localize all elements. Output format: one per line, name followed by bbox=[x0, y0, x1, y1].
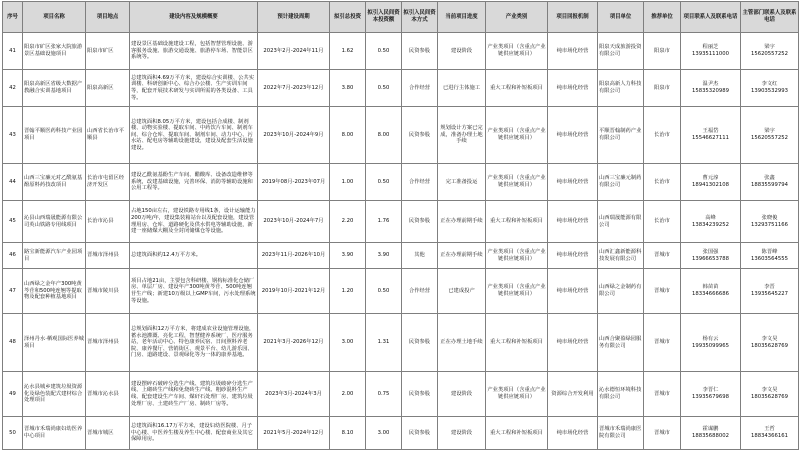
project-contact bbox=[681, 372, 741, 417]
construction-period: 2023年2月-2024年11月 bbox=[258, 33, 330, 70]
project-unit: 沁水德恒环境科技有限公司 bbox=[598, 372, 644, 417]
return-mechanism: 纯市场化经营 bbox=[548, 70, 598, 107]
contact-phone: 18834366161 bbox=[750, 433, 789, 439]
project-location: 晋城市陵川县 bbox=[86, 269, 130, 314]
recommending-unit: 晋城市 bbox=[644, 314, 681, 372]
return-mechanism: 纯市场化经营 bbox=[548, 269, 598, 314]
recommending-unit: 阳泉市 bbox=[644, 70, 681, 107]
table-row bbox=[3, 70, 799, 107]
return-mechanism: 纯市场化经营 bbox=[548, 417, 598, 450]
project-unit: 平顺晋翰制药产业有限公司 bbox=[598, 107, 644, 164]
col-header: 主管部门联系人及联系电话 bbox=[741, 2, 799, 33]
department-contact bbox=[741, 107, 799, 164]
contact-name: 高峰 bbox=[705, 214, 716, 221]
contact-phone: 18941302108 bbox=[691, 182, 730, 188]
department-contact bbox=[741, 33, 799, 70]
project-content: 总建筑面积约12.4万平方米。 bbox=[130, 243, 258, 269]
construction-period: 2023年3月-2024年3月 bbox=[258, 372, 330, 417]
return-mechanism: 资源综合开发利用 bbox=[548, 372, 598, 417]
row-number: 44 bbox=[3, 164, 23, 201]
industry-category: 产业类项目（含重点产业链供应链项目） bbox=[486, 164, 548, 201]
project-progress: 已建成投产 bbox=[438, 269, 486, 314]
project-table bbox=[2, 1, 799, 450]
table-body bbox=[3, 33, 799, 450]
recommending-unit: 长治市 bbox=[644, 164, 681, 201]
contact-phone: 18835688002 bbox=[691, 433, 730, 439]
project-content: 占地150亩左右，建设铁路专用线1条，设计运输能力200万吨/年，建设集装箱站台以及配套设施，建设管理用房、仓库、道路硬化及供水供电等辅助设施，新建一座储煤大棚及全封闭储煤仓等设施。 bbox=[130, 201, 258, 243]
private-investment: 1.31 bbox=[366, 314, 402, 372]
construction-period: 2019年10月-2021年12月 bbox=[258, 269, 330, 314]
project-unit: 山西汇鑫新能源科技发展有限公司 bbox=[598, 243, 644, 269]
project-name: 晋翰平顺医药科技产业园项目 bbox=[23, 107, 86, 164]
department-contact bbox=[741, 314, 799, 372]
row-number: 42 bbox=[3, 70, 23, 107]
industry-category: 重大工程和补短板项目 bbox=[486, 201, 548, 243]
investment-mode: 合作经营 bbox=[402, 70, 438, 107]
project-contact bbox=[681, 107, 741, 164]
industry-category: 重大工程和补短板项目 bbox=[486, 314, 548, 372]
table-row bbox=[3, 314, 799, 372]
contact-name: 李晋 bbox=[764, 284, 775, 291]
row-number: 49 bbox=[3, 372, 23, 417]
table-header-row bbox=[3, 2, 799, 33]
total-investment: 3.90 bbox=[330, 243, 366, 269]
contact-phone: 19935099965 bbox=[691, 342, 730, 349]
contact-name: 张鑫 bbox=[764, 175, 775, 182]
private-investment: 3.00 bbox=[366, 417, 402, 450]
project-location: 阳泉高新区 bbox=[86, 70, 130, 107]
project-location: 晋城市沁水县 bbox=[86, 372, 130, 417]
department-contact bbox=[741, 417, 799, 450]
recommending-unit: 晋城市 bbox=[644, 269, 681, 314]
contact-phone: 13903532993 bbox=[750, 88, 789, 94]
investment-mode: 合作经营 bbox=[402, 164, 438, 201]
project-unit: 阳泉高新人力科技有限公司 bbox=[598, 70, 644, 107]
row-number: 45 bbox=[3, 201, 23, 243]
project-location: 长治市屯留区经济开发区 bbox=[86, 164, 130, 201]
total-investment: 3.80 bbox=[330, 70, 366, 107]
project-name: 晋城市禾瑞尚康妇幼医养中心项目 bbox=[23, 417, 86, 450]
table-row bbox=[3, 243, 799, 269]
return-mechanism: 纯市场化经营 bbox=[548, 107, 598, 164]
project-name: 阳泉高新区省级大数据产教融合实训基地项目 bbox=[23, 70, 86, 107]
return-mechanism: 纯市场化经营 bbox=[548, 164, 598, 201]
contact-phone: 18835599794 bbox=[750, 182, 789, 188]
total-investment: 3.00 bbox=[330, 314, 366, 372]
department-contact bbox=[741, 243, 799, 269]
contact-name: 霍谋鹏 bbox=[702, 426, 719, 433]
contact-phone: 13834239252 bbox=[691, 221, 730, 228]
contact-phone: 18035628769 bbox=[750, 342, 789, 349]
contact-phone: 18334666686 bbox=[691, 291, 730, 297]
table-row bbox=[3, 33, 799, 70]
private-investment: 0.50 bbox=[366, 70, 402, 107]
department-contact bbox=[741, 164, 799, 201]
project-content: 建设乙酰氨基酚生产车间、醋酸库、设备改造维修等系统，改建基础设施，完善环保、消防等辅助设施和公用工程等。 bbox=[130, 164, 258, 201]
contact-name: 张晓俊 bbox=[761, 214, 778, 221]
contact-name: 张国强 bbox=[702, 248, 719, 255]
col-header: 推荐单位 bbox=[644, 2, 681, 33]
col-header: 序号 bbox=[3, 2, 23, 33]
industry-category: 产业类项目（含重点产业链供应链项目） bbox=[486, 33, 548, 70]
col-header: 项目名称 bbox=[23, 2, 86, 33]
contact-phone: 13966653788 bbox=[691, 255, 730, 262]
row-number: 47 bbox=[3, 269, 23, 314]
project-unit: 山西瑞晟能源有限公司 bbox=[598, 201, 644, 243]
table-row bbox=[3, 107, 799, 164]
total-investment: 8.10 bbox=[330, 417, 366, 450]
project-unit: 山西绿之金制药有限公司 bbox=[598, 269, 644, 314]
construction-period: 2021年5月-2024年12月 bbox=[258, 417, 330, 450]
recommending-unit: 晋城市 bbox=[644, 243, 681, 269]
total-investment: 8.00 bbox=[330, 107, 366, 164]
project-contact bbox=[681, 164, 741, 201]
project-unit: 山西合聚盈绿园服务有限公司 bbox=[598, 314, 644, 372]
project-location: 山西省长治市平顺县 bbox=[86, 107, 130, 164]
project-location: 晋城市泽州县 bbox=[86, 243, 130, 269]
contact-phone: 15620557252 bbox=[750, 135, 789, 141]
project-progress: 建设阶段 bbox=[438, 372, 486, 417]
project-content: 总规划面积12万平方米，将建成农业设施管理设施，蓄水池灌溉、亮化工程，智慧健养系统厂，医疗服务站，老年活动中心、特色康养民宿、日间照料养老院、康养餐厅、营销街区、观景平台、幼儿游乐园、门房、道路建设、景观绿化等为一体的康养基地。 bbox=[130, 314, 258, 372]
project-contact bbox=[681, 243, 741, 269]
contact-name: 韩苗苗 bbox=[702, 284, 719, 291]
row-number: 43 bbox=[3, 107, 23, 164]
recommending-unit: 晋城市 bbox=[644, 372, 681, 417]
project-unit: 阳泉天成旅游投资有限公司 bbox=[598, 33, 644, 70]
table-row bbox=[3, 372, 799, 417]
contact-name: 曹元淳 bbox=[702, 175, 719, 182]
project-unit: 山西三宝廉元制药有限公司 bbox=[598, 164, 644, 201]
col-header: 拟引入民间资本投资额 bbox=[366, 2, 402, 33]
project-progress: 正在办理前期手续 bbox=[438, 243, 486, 269]
contact-phone: 15546627111 bbox=[691, 135, 730, 141]
department-contact bbox=[741, 201, 799, 243]
project-progress: 建设阶段 bbox=[438, 33, 486, 70]
department-contact bbox=[741, 269, 799, 314]
project-contact bbox=[681, 33, 741, 70]
project-progress: 正在办理前期手续 bbox=[438, 201, 486, 243]
industry-category: 产业类项目（含重点产业链供应链项目） bbox=[486, 107, 548, 164]
project-name: 泽州丹水·栖观国际医养城项目 bbox=[23, 314, 86, 372]
return-mechanism: 纯市场化经营 bbox=[548, 201, 598, 243]
private-investment: 0.50 bbox=[366, 164, 402, 201]
contact-name: 李文昊 bbox=[761, 335, 778, 342]
contact-name: 李晋仁 bbox=[702, 387, 719, 394]
table-row bbox=[3, 417, 799, 450]
construction-period: 2023年10月-2024年9月 bbox=[258, 107, 330, 164]
investment-mode: 民资参股 bbox=[402, 33, 438, 70]
project-name: 山西三宝廉元对乙酰氨基酚原料药技改项目 bbox=[23, 164, 86, 201]
industry-category: 产业类项目（含重点产业链供应链项目） bbox=[486, 243, 548, 269]
total-investment: 2.00 bbox=[330, 372, 366, 417]
contact-phone: 15620557252 bbox=[750, 51, 789, 57]
investment-mode: 民资参股 bbox=[402, 201, 438, 243]
recommending-unit: 晋城市 bbox=[644, 417, 681, 450]
col-header: 项目回报机制 bbox=[548, 2, 598, 33]
investment-mode: 民资参股 bbox=[402, 314, 438, 372]
col-header: 当前项目进度 bbox=[438, 2, 486, 33]
project-contact bbox=[681, 314, 741, 372]
project-name: 沁县山西瑞晟能源有限公司英山铁路专用线项目 bbox=[23, 201, 86, 243]
project-location: 长治市沁县 bbox=[86, 201, 130, 243]
project-contact bbox=[681, 269, 741, 314]
recommending-unit: 阳泉市 bbox=[644, 33, 681, 70]
row-number: 50 bbox=[3, 417, 23, 450]
project-progress: 建设阶段 bbox=[438, 417, 486, 450]
contact-phone: 13935679698 bbox=[691, 394, 730, 400]
total-investment: 1.62 bbox=[330, 33, 366, 70]
project-progress: 完工准备投运 bbox=[438, 164, 486, 201]
project-content: 总建筑面积16.17万平方米，建设妇幼医院楼、月子中心楼、中医养生楼及养生中心楼、配套商业及其它保障用房。 bbox=[130, 417, 258, 450]
investment-mode: 民资参股 bbox=[402, 417, 438, 450]
project-name: 沁水县城乡建筑垃圾资源化及绿色装配式建材综合处理项目 bbox=[23, 372, 86, 417]
col-header: 项目地点 bbox=[86, 2, 130, 33]
return-mechanism: 纯市场化经营 bbox=[548, 314, 598, 372]
contact-name: 李文昊 bbox=[761, 387, 778, 394]
private-investment: 0.50 bbox=[366, 269, 402, 314]
project-progress: 正在办理土地手续 bbox=[438, 314, 486, 372]
contact-name: 杨有云 bbox=[702, 335, 719, 342]
industry-category: 产业类项目（含重点产业链供应链项目） bbox=[486, 372, 548, 417]
return-mechanism: 纯市场化经营 bbox=[548, 33, 598, 70]
project-contact bbox=[681, 417, 741, 450]
private-investment: 1.76 bbox=[366, 201, 402, 243]
project-content: 建设摆碎石破碎分选生产线、建筑垃圾破碎分选生产线、上砌砖生产线和免烧砖生产线、粗砂混料生产线、配套建设生产车间、煤矸石处理厂房、建筑垃圾处理厂房、土建砖生产厂房、制砖厂房等。 bbox=[130, 372, 258, 417]
industry-category: 重大工程和补短板项目 bbox=[486, 70, 548, 107]
investment-mode: 民资参股 bbox=[402, 107, 438, 164]
industry-category: 重大工程和补短板项目 bbox=[486, 417, 548, 450]
contact-name: 王哲 bbox=[764, 426, 775, 433]
col-header: 拟引总投资 bbox=[330, 2, 366, 33]
contact-phone: 18035628769 bbox=[750, 394, 789, 400]
contact-name: 程丽芝 bbox=[702, 44, 719, 51]
investment-mode: 合作经营 bbox=[402, 269, 438, 314]
construction-period: 2022年7月-2023年12月 bbox=[258, 70, 330, 107]
col-header: 拟引入民间资本方式 bbox=[402, 2, 438, 33]
investment-mode: 其他 bbox=[402, 243, 438, 269]
department-contact bbox=[741, 372, 799, 417]
contact-name: 梁宇 bbox=[764, 128, 775, 135]
private-investment: 3.90 bbox=[366, 243, 402, 269]
col-header: 项目单位 bbox=[598, 2, 644, 33]
project-location: 晋城市城区 bbox=[86, 417, 130, 450]
contact-name: 温尹杰 bbox=[702, 81, 719, 88]
recommending-unit: 长治市 bbox=[644, 107, 681, 164]
project-progress: 已进行主体施工 bbox=[438, 70, 486, 107]
project-name: 阳泉市矿区张家大院旅游景区基础设施项目 bbox=[23, 33, 86, 70]
col-header: 项目联系人及联系电话 bbox=[681, 2, 741, 33]
project-content: 项目占地21亩，主要包含科研楼、钢构标准化仓储厂房、单层厂房、建设年产300吨黄芩苷、500吨连翘苷生产线；新建10万级以上GMP车间，污水处理系统等设施。 bbox=[130, 269, 258, 314]
private-investment: 0.50 bbox=[366, 33, 402, 70]
contact-phone: 13935111000 bbox=[691, 51, 730, 57]
recommending-unit: 长治市 bbox=[644, 201, 681, 243]
project-location: 晋城市泽州县 bbox=[86, 314, 130, 372]
project-name: 路宝新能源汽车产业园项目 bbox=[23, 243, 86, 269]
row-number: 48 bbox=[3, 314, 23, 372]
total-investment: 2.20 bbox=[330, 201, 366, 243]
project-contact bbox=[681, 201, 741, 243]
return-mechanism: 纯市场化经营 bbox=[548, 243, 598, 269]
col-header: 产业类别 bbox=[486, 2, 548, 33]
table-row bbox=[3, 164, 799, 201]
construction-period: 2019年08月-2023年07月 bbox=[258, 164, 330, 201]
table-row bbox=[3, 269, 799, 314]
project-name: 山西绿之金年产300吨黄芩苷和500吨连翘等提取物及配套种植基地项目 bbox=[23, 269, 86, 314]
contact-phone: 13603564555 bbox=[750, 255, 789, 262]
contact-name: 李文红 bbox=[761, 81, 778, 88]
total-investment: 1.20 bbox=[330, 269, 366, 314]
contact-name: 王福岱 bbox=[702, 128, 719, 135]
project-contact bbox=[681, 70, 741, 107]
construction-period: 2023年10月-2024年7月 bbox=[258, 201, 330, 243]
private-investment: 0.75 bbox=[366, 372, 402, 417]
investment-mode: 民资参股 bbox=[402, 372, 438, 417]
contact-name: 陈晋峰 bbox=[761, 248, 778, 255]
industry-category: 产业类项目（含重点产业链供应链项目） bbox=[486, 269, 548, 314]
row-number: 46 bbox=[3, 243, 23, 269]
contact-phone: 15835320989 bbox=[691, 88, 730, 94]
row-number: 41 bbox=[3, 33, 23, 70]
project-location: 阳泉市矿区 bbox=[86, 33, 130, 70]
col-header: 建设内容及规模概要 bbox=[130, 2, 258, 33]
project-content: 总建筑面积4.69万平方米，建设综合实训楼、公共实训楼、科研创新中心、综合办公楼、生产实训车间等，配套开展技术研发与实训所需的各类设备、工具等。 bbox=[130, 70, 258, 107]
contact-name: 梁宇 bbox=[764, 44, 775, 51]
contact-phone: 13935645227 bbox=[750, 291, 789, 297]
project-unit: 晋城市禾瑞尚康医院有限公司 bbox=[598, 417, 644, 450]
col-header: 预计建设周期 bbox=[258, 2, 330, 33]
total-investment: 1.00 bbox=[330, 164, 366, 201]
department-contact bbox=[741, 70, 799, 107]
private-investment: 8.00 bbox=[366, 107, 402, 164]
table-row bbox=[3, 201, 799, 243]
project-content: 总建筑面积8.05万平方米，建设包括合成楼、制剂楼、动物实验楼、提取车间、中药饮片车间、制剂车间、综合仓库、提取车间、制剂车间、动力中心、污水站、配电房等辅助设施建设，建设及配套生活设施建设。 bbox=[130, 107, 258, 164]
project-content: 建设景区基础设施建设工程，包括智慧管理设施、游客服务设施、旅游交通设施、旅游停车场、智能景区系统等。 bbox=[130, 33, 258, 70]
construction-period: 2021年3月-2026年12月 bbox=[258, 314, 330, 372]
construction-period: 2023年11月-2026年10月 bbox=[258, 243, 330, 269]
contact-phone: 13293751166 bbox=[750, 221, 789, 228]
project-progress: 规划设计方案已完成，准备办理土地手续 bbox=[438, 107, 486, 164]
